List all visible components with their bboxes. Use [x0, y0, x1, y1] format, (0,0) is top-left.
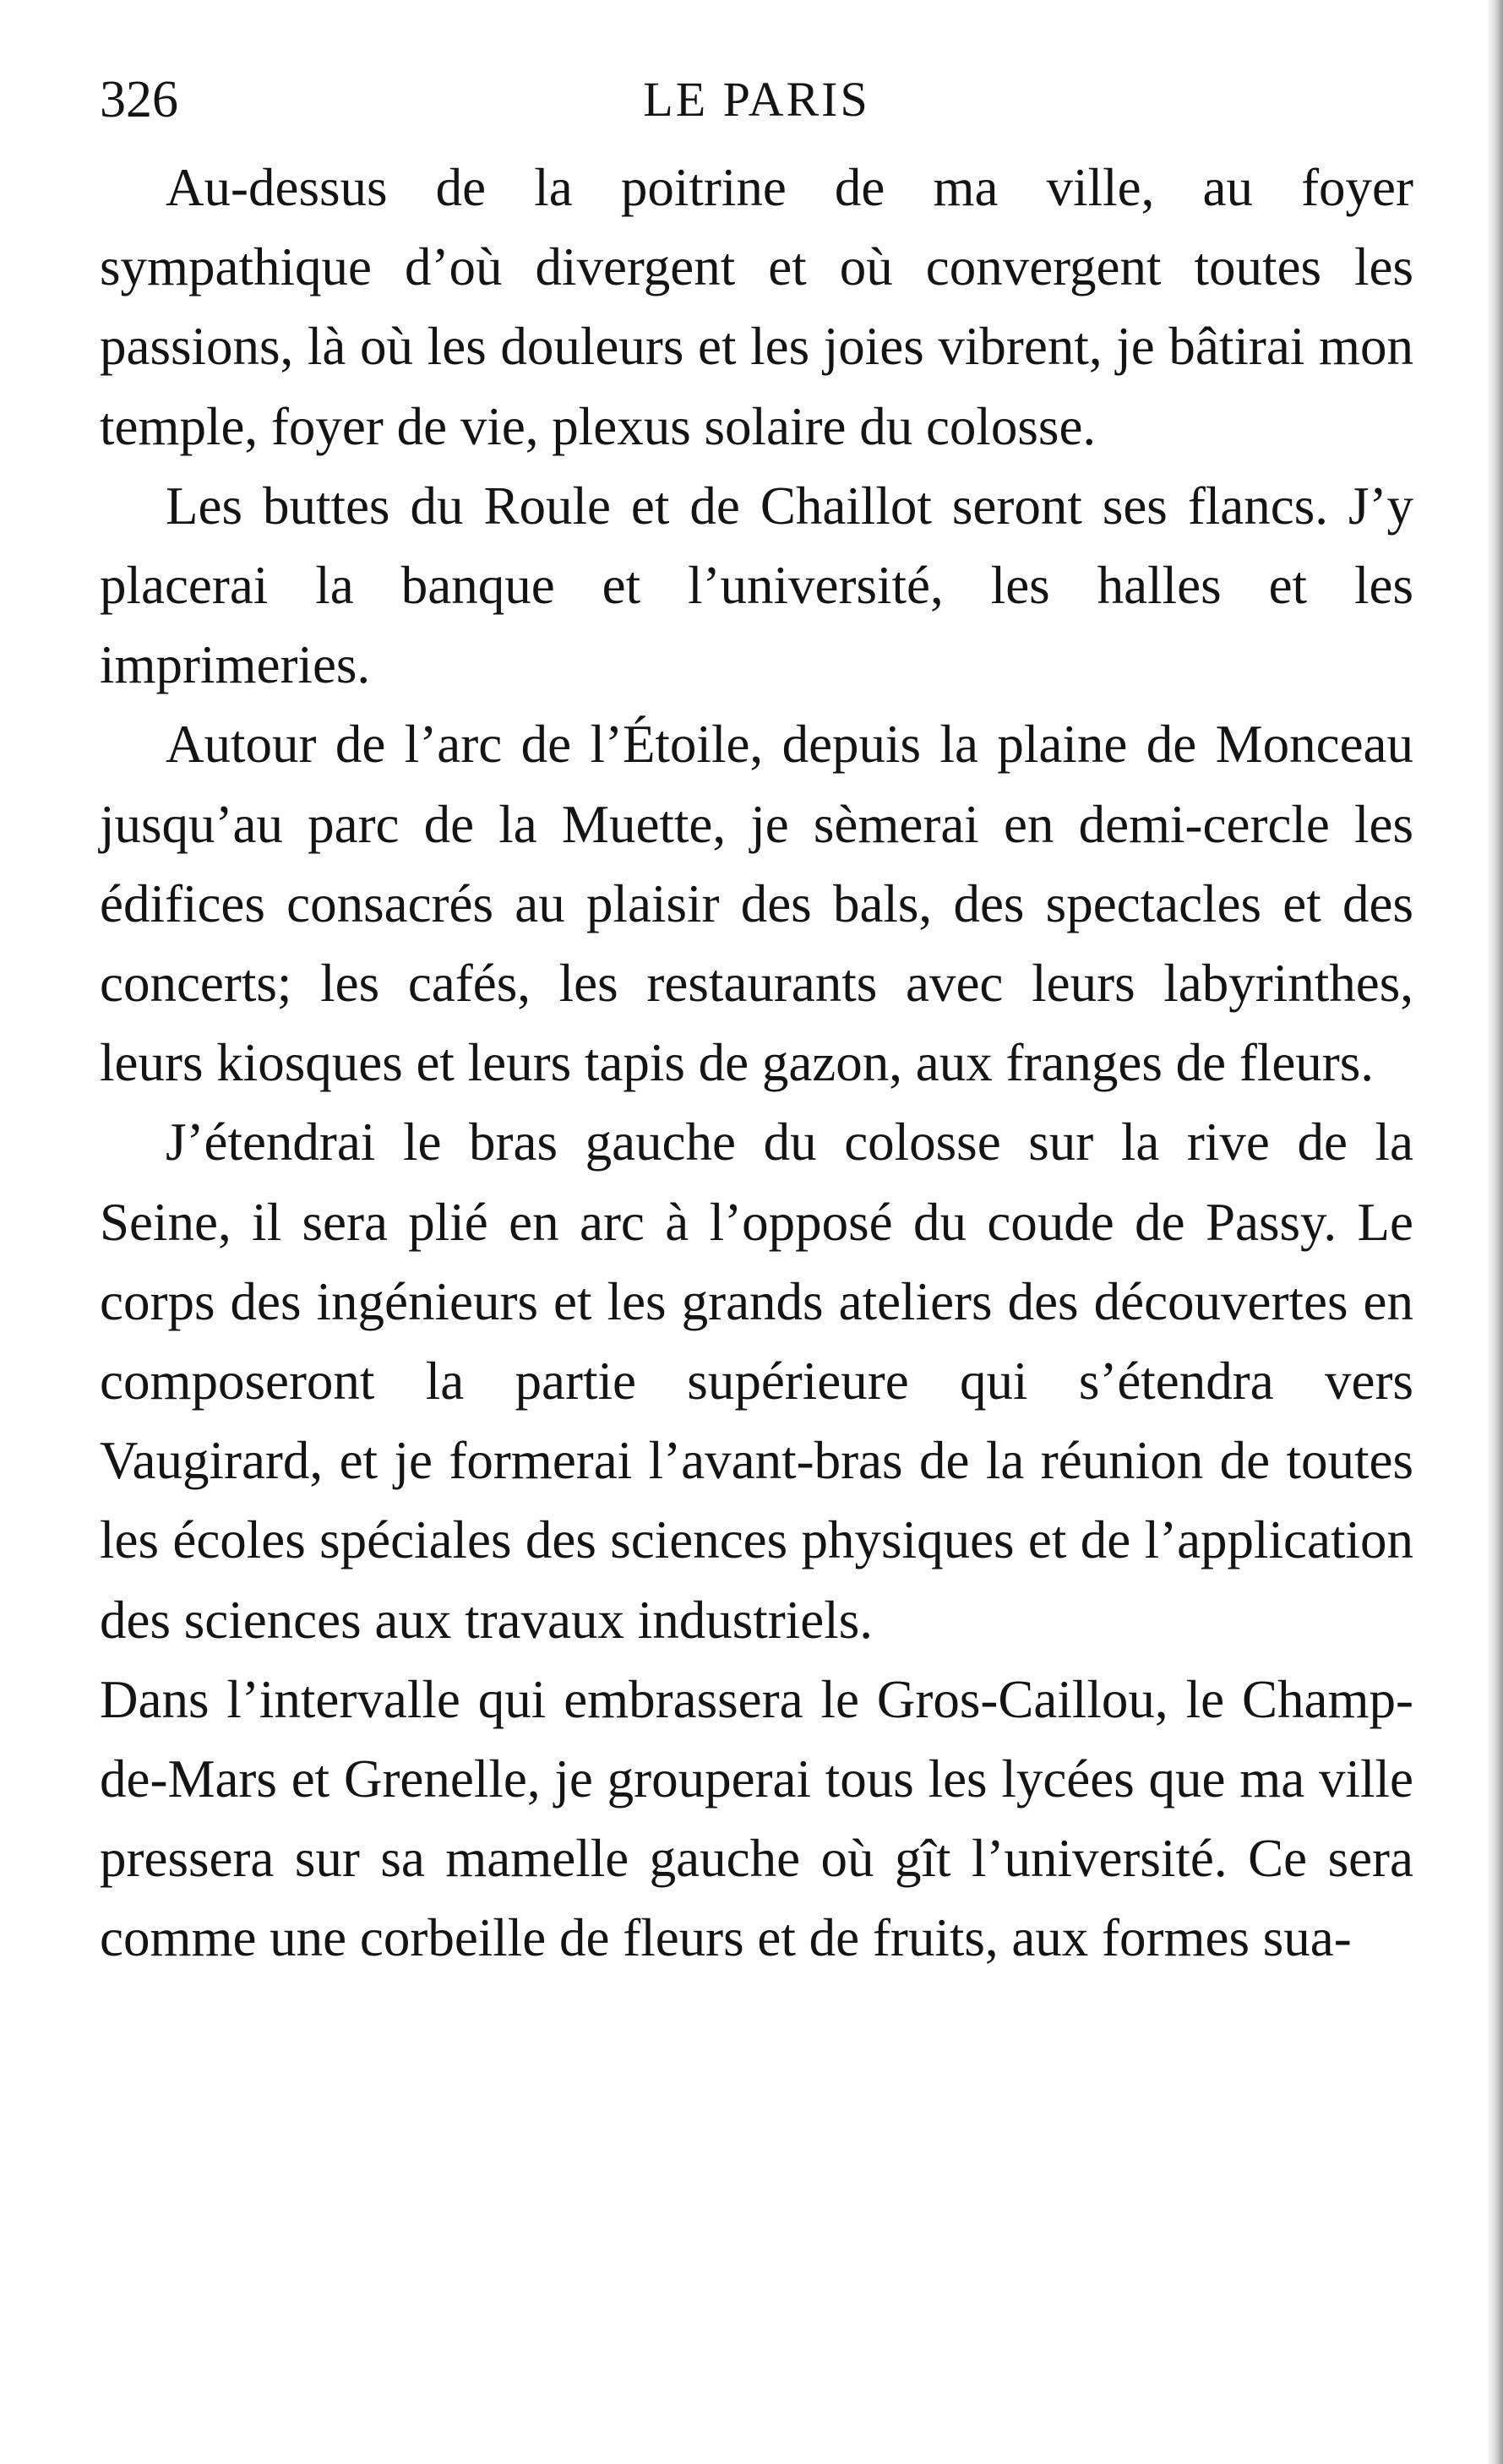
paragraph: Au-dessus de la poitrine de ma ville, au foyer sympathique d’où divergent et où convergent toutes les passions, là où les douleurs et les joies vibrent, je bâtirai mon temple, foyer de vie, plexus solaire du colosse.	[100, 158, 1413, 456]
paragraph: Dans l’intervalle qui embrassera le Gros-Caillou, le Champ-de-Mars et Grenelle, je grouperai tous les lycées que ma ville pressera sur sa mamelle gauche où gît l’université. Ce sera comme une corbeille de fleurs et de fruits, aux formes sua-	[100, 1669, 1413, 1968]
paragraph: Les buttes du Roule et de Chaillot seront ses flancs. J’y placerai la banque et l’université, les halles et les imprimeries.	[100, 476, 1413, 695]
running-title: LE PARIS	[643, 72, 870, 127]
paragraph: J’étendrai le bras gauche du colosse sur la rive de la Seine, il sera plié en arc à l’opposé du coude de Passy. Le corps des ingénieurs et les grands ateliers des découvertes en composeront la partie supérieure qui s’étendra vers Vaugirard, et je formerai l’avant-bras de la réunion de toutes les écoles spéciales des sciences physiques et de l’application des sciences aux travaux industriels.	[100, 1112, 1413, 1650]
page-header	[100, 51, 1413, 144]
body-text	[100, 148, 1413, 1978]
page-edge-shadow	[1486, 0, 1503, 2464]
page-number: 326	[100, 71, 178, 128]
paragraph: Autour de l’arc de l’Étoile, depuis la plaine de Monceau jusqu’au parc de la Muette, je sèmerai en demi-cercle les édifices consacrés au plaisir des bals, des spectacles et des concerts; les cafés, les restaurants avec leurs labyrinthes, leurs kiosques et leurs tapis de gazon, aux franges de fleurs.	[100, 715, 1413, 1093]
